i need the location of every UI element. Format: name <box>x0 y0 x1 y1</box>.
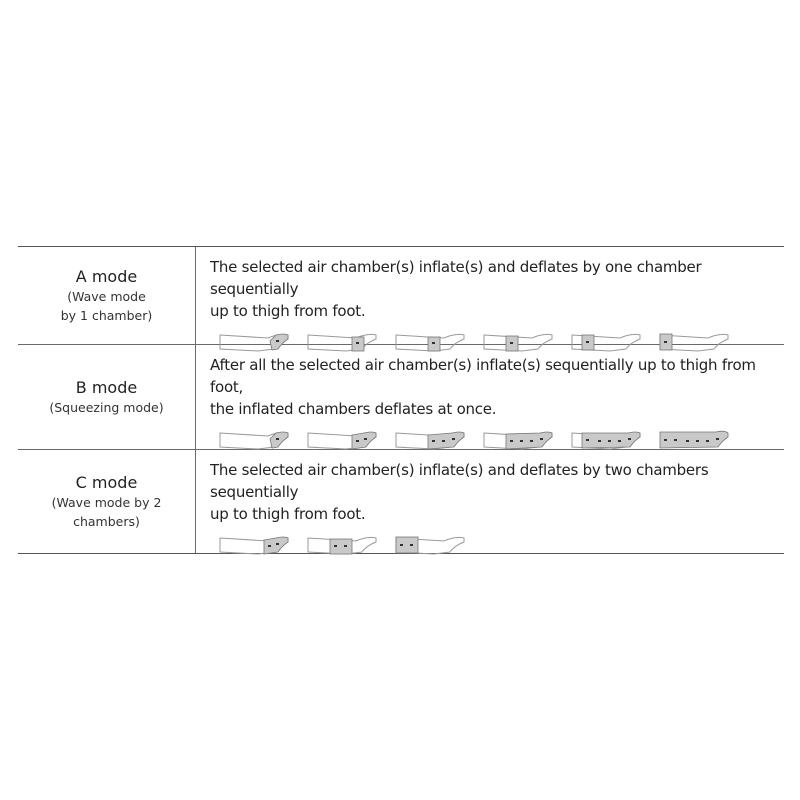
mode-name-cell <box>18 345 196 449</box>
mode-title: C mode <box>75 472 138 492</box>
mode-row-a <box>18 247 784 344</box>
mode-subtitle: (Wave mode by 1 chamber) <box>60 288 153 323</box>
leg-foot-calf-inflated-icon <box>218 532 290 558</box>
mode-description-cell <box>196 345 784 449</box>
mode-row-b <box>18 344 784 449</box>
mode-subtitle: (Squeezing mode) <box>49 399 164 415</box>
mode-table <box>18 246 784 554</box>
leg-thigh-pair-inflated-icon <box>394 532 466 558</box>
mode-name-cell <box>18 247 196 344</box>
mode-description: The selected air chamber(s) inflate(s) and deflates by one chamber sequentially up to thigh from foot. <box>210 258 702 320</box>
mode-description-cell <box>196 450 784 553</box>
mode-title: B mode <box>75 377 138 397</box>
mode-title: A mode <box>75 266 138 286</box>
mode-row-c <box>18 449 784 553</box>
mode-description: The selected air chamber(s) inflate(s) and deflates by two chambers sequentially up to thigh from foot. <box>210 461 709 523</box>
leg-calf-knee-inflated-icon <box>306 532 378 558</box>
mode-name-cell <box>18 450 196 553</box>
mode-description-cell <box>196 247 784 344</box>
mode-description: After all the selected air chamber(s) inflate(s) sequentially up to thigh from foot, the inflated chambers deflates at once. <box>210 356 756 418</box>
leg-diagram-strip <box>218 532 784 558</box>
mode-subtitle: (Wave mode by 2 chambers) <box>51 494 162 529</box>
